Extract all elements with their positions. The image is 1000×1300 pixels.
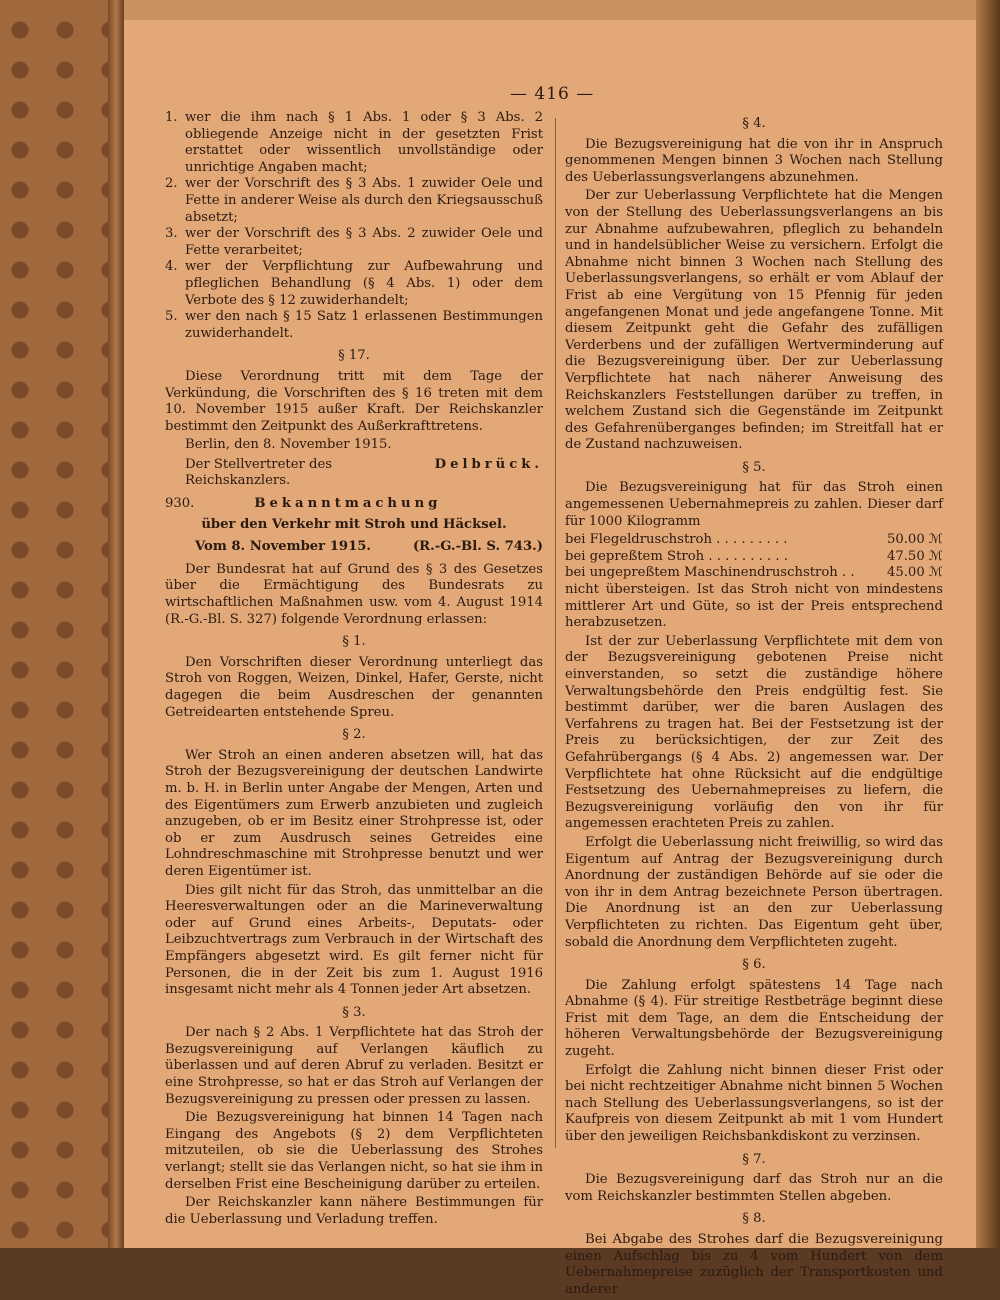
notice-heading [165, 496, 543, 513]
section-2-text-2: Dies gilt nicht für das Stroh, das unmittelbar an die Heeresverwaltungen oder an die Marineverwaltung oder auf Grund eines Arbeits-, Deputats- oder Leibzuchtvertrags zum Verbrauch in der Wirtschaft des Empfängers abgesetzt wird. Es gilt ferner nicht für Personen, die in der Zeit bis zum 1. August 1916 insgesamt nicht mehr als 4 Tonnen jeder Art absetzen. [165, 882, 543, 998]
page-right-edge [976, 0, 1000, 1248]
right-column [565, 110, 943, 1300]
notice-date: Vom 8. November 1915. [195, 539, 372, 555]
signature-line [165, 457, 543, 490]
section-5-text-1: Die Bezugsvereinigung hat für das Stroh einen angemessenen Uebernahmepreis zu zahlen. Dieser darf für 1000 Kilogramm [565, 480, 943, 529]
section-8-text: Bei Abgabe des Strohes darf die Bezugsvereinigung einen Aufschlag bis zu 4 vom Hundert von dem Uebernahmepreise zuzüglich der Transportkosten und anderer [565, 1232, 943, 1297]
section-17-heading: § 17. [338, 348, 370, 364]
signature-name: Delbrück. [434, 456, 543, 472]
price-row: bei Flegeldruschstroh . . . . . . . . . 50.00 ℳ [565, 532, 943, 548]
section-6-text-1: Die Zahlung erfolgt spätestens 14 Tage nach Abnahme (§ 4). Für streitige Restbeträge beginnt diese Frist mit dem Tage, an dem die Entscheidung der höheren Verwaltungsbehörde der Bezugsvereinigung zugeht. [565, 977, 943, 1060]
price-row: bei ungepreßtem Maschinendruschstroh . . 45.00 ℳ [565, 565, 943, 581]
section-5-text-2: nicht übersteigen. Ist das Stroh nicht von mindestens mittlerer Art und Güte, so ist der Preis entsprechend herabzusetzen. [565, 582, 943, 631]
section-4-text-2: Der zur Ueberlassung Verpflichtete hat die Mengen von der Stellung des Ueberlassungsverlangens an bis zur Abnahme aufzubewahren, pfleglich zu behandeln und in handelsüblicher Weise zu versichern. Erfolgt die Abnahme nicht binnen 3 Wochen nach Stellung des Ueberlassungsverlangens, so erhält er vom Ablauf der Frist ab eine Vergütung von 15 Pfennig für jeden angefangenen Monat und jede angefangene Tonne. Mit diesem Zeitpunkt geht die Gefahr des zufälligen Verderbens und der zufälligen Wertverminderung auf die Bezugsvereinigung über. Der zur Ueberlassung Verpflichtete hat nach näherer Anweisung des Reichskanzlers Feststellungen darüber zu treffen, in welchem Zustand sich die Gegenstände im Zeitpunkt des Gefahrenüberganges befinden; im Streitfall hat er de Zustand nachzuweisen. [565, 188, 943, 453]
section-17-text: Diese Verordnung tritt mit dem Tage der Verkündung, die Vorschriften des § 16 treten mit dem 10. November 1915 außer Kraft. Der Reichskanzler bestimmt den Zeitpunkt des Außerkrafttretens. [165, 368, 543, 434]
section-4-text-1: Die Bezugsvereinigung hat die von ihr in Anspruch genommenen Mengen binnen 3 Wochen nach Stellung des Ueberlassungsverlangens abzunehmen. [565, 136, 943, 185]
section-5-text-4: Erfolgt die Ueberlassung nicht freiwillig, so wird das Eigentum auf Antrag der Bezugsvereinigung durch Anordnung der zuständigen Behörde auf sie oder die von ihr in dem Antrag bezeichnete Person übertragen. Die Anordnung ist an den zur Ueberlassung Verpflichteten zu richten. Das Eigentum geht über, sobald die Anordnung dem Verpflichteten zugeht. [565, 834, 943, 950]
section-8-heading: § 8. [742, 1211, 766, 1227]
notice-reference: (R.-G.-Bl. S. 743.) [412, 539, 543, 555]
notice-date-line [165, 539, 543, 556]
list-item: 2. wer der Vorschrift des § 3 Abs. 1 zuwider Oele und Fette in anderer Weise als durch den Kriegsausschuß absetzt; [165, 176, 543, 225]
page-number: — 416 — [510, 84, 595, 104]
section-6-heading: § 6. [742, 957, 766, 973]
section-1-text: Den Vorschriften dieser Verordnung unterliegt das Stroh von Roggen, Weizen, Dinkel, Hafer, Gerste, nicht dagegen die beim Ausdreschen der genannten Getreidearten entstehende Spreu. [165, 654, 543, 720]
list-item: 4. wer der Verpflichtung zur Aufbewahrung und pfleglichen Behandlung (§ 4 Abs. 1) oder dem Verbote des § 12 zuwiderhandelt; [165, 259, 543, 308]
notice-title: Bekanntmachung [254, 496, 442, 512]
section-3-text-3: Der Reichskanzler kann nähere Bestimmungen für die Ueberlassung und Verladung treffen. [165, 1195, 543, 1227]
price-row: bei gepreßtem Stroh . . . . . . . . . . 47.50 ℳ [565, 548, 943, 564]
list-item: 5. wer den nach § 15 Satz 1 erlassenen Bestimmungen zuwiderhandelt. [165, 309, 543, 341]
section-7-text: Die Bezugsvereinigung darf das Stroh nur an die vom Reichskanzler bestimmten Stellen abgeben. [565, 1172, 943, 1204]
section-5-text-3: Ist der zur Ueberlassung Verpflichtete mit dem von der Bezugsvereinigung gebotenen Preise nicht einverstanden, so setzt die zuständige höhere Verwaltungsbehörde den Preis endgültig fest. Sie bestimmt darüber, wer die baren Auslagen des Verfahrens zu tragen hat. Bei der Festsetzung ist der Preis zu berücksichtigen, der zur Zeit des Gefahrübergangs (§ 4 Abs. 2) angemessen war. Der Verpflichtete hat ohne Rücksicht auf die endgültige Festsetzung des Uebernahmepreises zu liefern, die Bezugsvereinigung vorläufig den von ihr für angemessen erachteten Preis zu zahlen. [565, 633, 943, 832]
section-2-text-1: Wer Stroh an einen anderen absetzen will, hat das Stroh der Bezugsvereinigung der deutschen Landwirte m. b. H. in Berlin unter Angabe der Mengen, Arten und des Eigentümers zum Erwerb anzubieten und zugleich anzugeben, ob er im Besitz einer Strohpresse ist, oder ob er zum Ausdrusch seines Getreides eine Lohndreschmaschine mit Strohpresse benutzt und wer deren Eigentümer ist. [165, 747, 543, 879]
section-6-text-2: Erfolgt die Zahlung nicht binnen dieser Frist oder bei nicht rechtzeitiger Abnahme nicht binnen 5 Wochen nach Stellung des Ueberlassungsverlangens, so ist der Kaufpreis von diesem Zeitpunkt ab mit 1 vom Hundert über den jeweiligen Reichsbankdiskont zu verzinsen. [565, 1062, 943, 1145]
section-5-heading: § 5. [742, 459, 766, 475]
section-4-heading: § 4. [742, 116, 766, 131]
marbled-cover-edge [0, 0, 112, 1248]
section-3-heading: § 3. [342, 1004, 366, 1020]
binding-spine [108, 0, 124, 1248]
intro-text: Der Bundesrat hat auf Grund des § 3 des Gesetzes über die Ermächtigung des Bundesrats zu wirtschaftlichen Maßnahmen usw. vom 4. August 1914 (R.-G.-Bl. S. 327) folgende Verordnung erlassen: [165, 561, 543, 627]
section-2-heading: § 2. [342, 727, 366, 743]
place-date: Berlin, den 8. November 1915. [185, 437, 392, 453]
section-3-text-2: Die Bezugsvereinigung hat binnen 14 Tagen nach Eingang des Angebots (§ 2) dem Verpflichteten mitzuteilen, ob sie die Ueberlassung des Strohes verlangt; stellt sie das Verlangen nicht, so hat sie ihm in derselben Frist eine Bescheinigung darüber zu erteilen. [165, 1110, 543, 1192]
left-column [165, 110, 543, 1230]
list-item: 3. wer der Vorschrift des § 3 Abs. 2 zuwider Oele und Fette verarbeitet; [165, 226, 543, 258]
section-7-heading: § 7. [742, 1151, 766, 1167]
list-item: 1. wer die ihm nach § 1 Abs. 1 oder § 3 Abs. 2 obliegende Anzeige nicht in der gesetzten Frist erstattet oder wissentlich unvollständige oder unrichtige Angaben macht; [165, 110, 543, 175]
notice-subtitle: über den Verkehr mit Stroh und Häcksel. [201, 516, 507, 532]
column-divider [555, 118, 556, 1148]
section-1-heading: § 1. [342, 634, 366, 650]
signature-role: Der Stellvertreter des Reichskanzlers. [185, 456, 333, 489]
notice-number: 930. [165, 496, 195, 512]
section-3-text-1: Der nach § 2 Abs. 1 Verpflichtete hat das Stroh der Bezugsvereinigung auf Verlangen käuflich zu überlassen und auf deren Abruf zu verladen. Besitzt er eine Strohpresse, so hat er das Stroh auf Verlangen der Bezugsvereinigung zu pressen oder pressen zu lassen. [165, 1025, 543, 1107]
